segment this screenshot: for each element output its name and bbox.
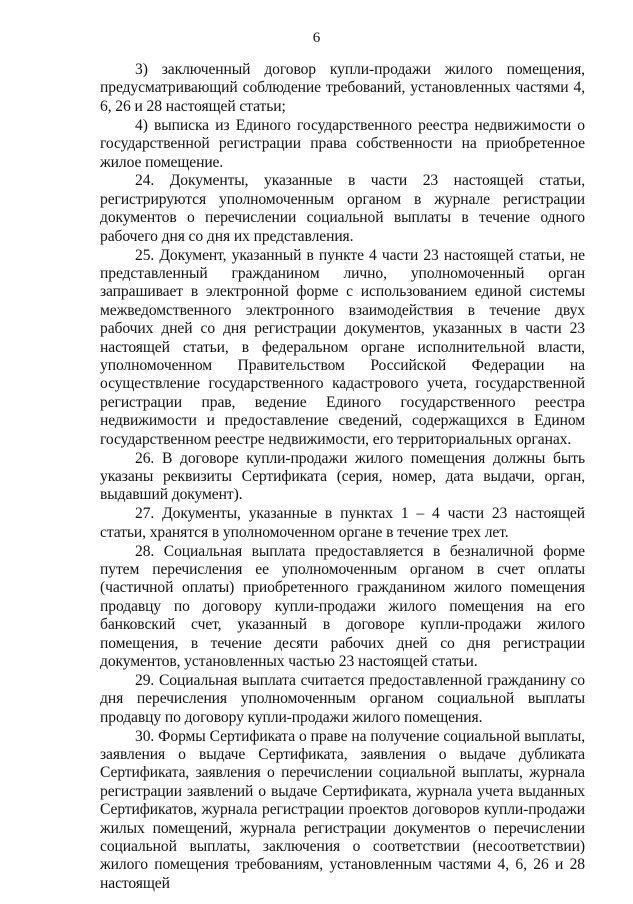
page-number: 6 <box>312 30 321 46</box>
paragraph-item-3: 3) заключенный договор купли-продажи жилого помещения, предусматривающий соблюдение требований, установленных частями 4, 6, 26 и 28 настоящей статьи; <box>100 61 585 115</box>
paragraph-25: 25. Документ, указанный в пункте 4 части 23 настоящей статьи, не представленный гражданином лично, уполномоченный орган запрашивает в электронной форме с использованием единой системы межведомственного электронного взаимодействия в течение двух рабочих дней со дня регистрации документов, указанных в части 23 настоящей статьи, в федеральном органе исполнительной власти, уполномоченном Правительством Российской Федерации на осуществление государственного кадастрового учета, государственной регистрации прав, ведение Единого государственного реестра недвижимости и предоставление сведений, содержащихся в Едином государственном реестре недвижимости, его территориальных органах. <box>100 246 585 448</box>
paragraph-28: 28. Социальная выплата предоставляется в безналичной форме путем перечисления ее уполномоченным органом в счет оплаты (частичной оплаты) приобретенного гражданином жилого помещения продавцу по договору купли-продажи жилого помещения на его банковский счет, указанный в договоре купли-продажи жилого помещения, в течение десяти рабочих дней со дня регистрации документов, установленных частью 23 настоящей статьи. <box>100 542 585 670</box>
paragraph-27: 27. Документы, указанные в пунктах 1 – 4 части 23 настоящей статьи, хранятся в уполномоченном органе в течение трех лет. <box>100 505 585 541</box>
paragraph-30: 30. Формы Сертификата о праве на получение социальной выплаты, заявления о выдаче Сертификата, заявления о выдаче дубликата Сертификата, заявления о перечислении социальной выплаты, журнала регистрации заявлений о выдаче Сертификата, журнала учета выданных Сертификатов, журнала регистрации проектов договоров купли-продажи жилых помещений, журнала регистрации документов о перечислении социальной выплаты, заключения о соответствии (несоответствии) жилого помещения требованиям, установленным частями 4, 6, 26 и 28 настоящей <box>100 727 585 892</box>
paragraph-29: 29. Социальная выплата считается предоставленной гражданину со дня перечисления уполномоченным органом социальной выплаты продавцу по договору купли-продажи жилого помещения. <box>100 671 585 726</box>
paragraph-26: 26. В договоре купли-продажи жилого помещения должны быть указаны реквизиты Сертификата (серия, номер, дата выдачи, орган, выдавший документ). <box>100 449 585 504</box>
paragraph-24: 24. Документы, указанные в части 23 настоящей статьи, регистрируются уполномоченным органом в журнале регистрации документов о перечислении социальной выплаты в течение одного рабочего дня со дня их представления. <box>100 172 585 245</box>
document-body <box>100 61 585 893</box>
paragraph-item-4: 4) выписка из Единого государственного реестра недвижимости о государственной регистрации права собственности на приобретенное жилое помещение. <box>100 116 585 171</box>
